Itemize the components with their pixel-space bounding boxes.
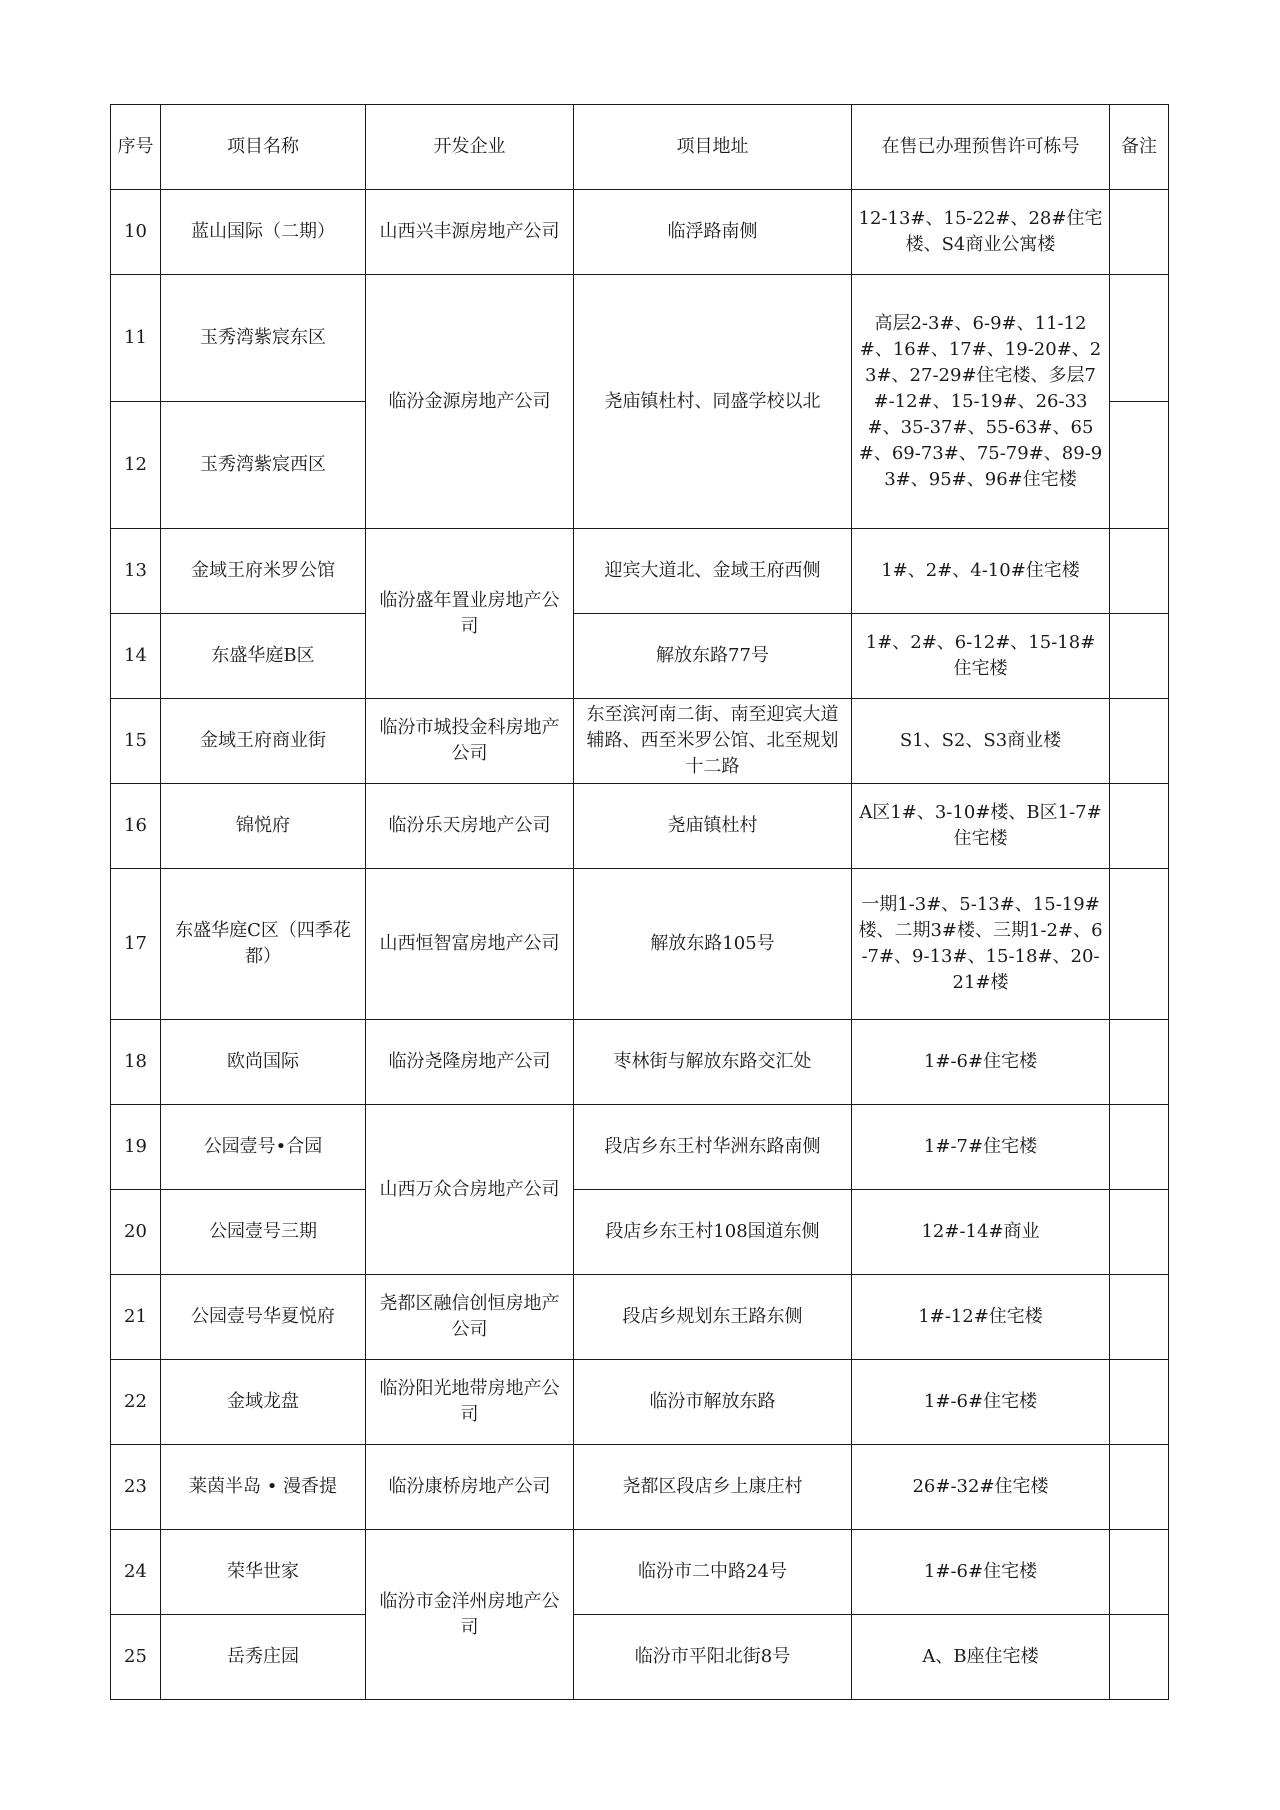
row-remark (1110, 1275, 1169, 1360)
row-remark (1110, 402, 1169, 529)
table-row (111, 1020, 1169, 1105)
table-row (111, 699, 1169, 784)
row-remark (1110, 1105, 1169, 1190)
row-no: 18 (111, 1020, 161, 1105)
table-header-row (111, 105, 1169, 190)
row-address: 临汾市平阳北街8号 (574, 1615, 852, 1700)
row-remark (1110, 1360, 1169, 1445)
row-project-name: 锦悦府 (161, 784, 366, 869)
row-address: 临浮路南侧 (574, 190, 852, 275)
row-buildings: A区1#、3-10#楼、B区1-7#住宅楼 (852, 784, 1110, 869)
row-project-name: 公园壹号•合园 (161, 1105, 366, 1190)
row-no: 11 (111, 275, 161, 402)
header-developer: 开发企业 (366, 105, 574, 190)
table-row (111, 529, 1169, 614)
row-buildings: 一期1-3#、5-13#、15-19#楼、二期3#楼、三期1-2#、6-7#、9-13#、15-18#、20-21#楼 (852, 869, 1110, 1020)
row-project-name: 金域王府米罗公馆 (161, 529, 366, 614)
row-project-name: 金域龙盘 (161, 1360, 366, 1445)
row-developer: 临汾盛年置业房地产公司 (366, 529, 574, 699)
table-row (111, 784, 1169, 869)
row-remark (1110, 784, 1169, 869)
row-buildings: 1#-6#住宅楼 (852, 1360, 1110, 1445)
header-remark: 备注 (1110, 105, 1169, 190)
header-buildings: 在售已办理预售许可栋号 (852, 105, 1110, 190)
row-buildings: A、B座住宅楼 (852, 1615, 1110, 1700)
presale-permit-table (110, 104, 1169, 1700)
row-no: 15 (111, 699, 161, 784)
row-remark (1110, 275, 1169, 402)
row-address: 临汾市解放东路 (574, 1360, 852, 1445)
row-project-name: 岳秀庄园 (161, 1615, 366, 1700)
row-project-name: 玉秀湾紫宸东区 (161, 275, 366, 402)
row-address: 尧庙镇杜村 (574, 784, 852, 869)
row-buildings: 1#、2#、4-10#住宅楼 (852, 529, 1110, 614)
row-remark (1110, 869, 1169, 1020)
row-address: 尧都区段店乡上康庄村 (574, 1445, 852, 1530)
row-address: 枣林街与解放东路交汇处 (574, 1020, 852, 1105)
row-buildings: 12-13#、15-22#、28#住宅楼、S4商业公寓楼 (852, 190, 1110, 275)
row-remark (1110, 1020, 1169, 1105)
row-no: 16 (111, 784, 161, 869)
row-project-name: 金域王府商业街 (161, 699, 366, 784)
row-remark (1110, 1615, 1169, 1700)
row-address: 段店乡规划东王路东侧 (574, 1275, 852, 1360)
header-address: 项目地址 (574, 105, 852, 190)
row-address: 段店乡东王村108国道东侧 (574, 1190, 852, 1275)
row-address: 段店乡东王村华洲东路南侧 (574, 1105, 852, 1190)
row-developer: 临汾市城投金科房地产公司 (366, 699, 574, 784)
table-row (111, 1615, 1169, 1700)
row-developer: 临汾康桥房地产公司 (366, 1445, 574, 1530)
row-developer: 尧都区融信创恒房地产公司 (366, 1275, 574, 1360)
row-no: 22 (111, 1360, 161, 1445)
table-row (111, 1530, 1169, 1615)
row-project-name: 东盛华庭B区 (161, 614, 366, 699)
row-project-name: 玉秀湾紫宸西区 (161, 402, 366, 529)
row-no: 23 (111, 1445, 161, 1530)
row-remark (1110, 1530, 1169, 1615)
row-buildings: 1#-6#住宅楼 (852, 1530, 1110, 1615)
row-address: 临汾市二中路24号 (574, 1530, 852, 1615)
row-buildings: 1#-6#住宅楼 (852, 1020, 1110, 1105)
table-row (111, 614, 1169, 699)
table-row (111, 1190, 1169, 1275)
row-developer: 山西兴丰源房地产公司 (366, 190, 574, 275)
table-row (111, 1360, 1169, 1445)
row-no: 17 (111, 869, 161, 1020)
row-address: 尧庙镇杜村、同盛学校以北 (574, 275, 852, 529)
table-row (111, 275, 1169, 402)
row-project-name: 东盛华庭C区（四季花都） (161, 869, 366, 1020)
row-buildings: 1#-7#住宅楼 (852, 1105, 1110, 1190)
row-buildings: 12#-14#商业 (852, 1190, 1110, 1275)
row-project-name: 莱茵半岛 • 漫香提 (161, 1445, 366, 1530)
row-remark (1110, 1445, 1169, 1530)
row-project-name: 蓝山国际（二期） (161, 190, 366, 275)
row-remark (1110, 529, 1169, 614)
row-remark (1110, 1190, 1169, 1275)
row-developer: 临汾金源房地产公司 (366, 275, 574, 529)
row-developer: 山西恒智富房地产公司 (366, 869, 574, 1020)
row-developer: 临汾乐天房地产公司 (366, 784, 574, 869)
row-no: 21 (111, 1275, 161, 1360)
table-row (111, 1105, 1169, 1190)
row-remark (1110, 699, 1169, 784)
header-project-name: 项目名称 (161, 105, 366, 190)
row-no: 25 (111, 1615, 161, 1700)
row-buildings: 高层2-3#、6-9#、11-12#、16#、17#、19-20#、23#、27-29#住宅楼、多层7#-12#、15-19#、26-33#、35-37#、55-63#、65#、69-73#、75-79#、89-93#、95#、96#住宅楼 (852, 275, 1110, 529)
row-remark (1110, 190, 1169, 275)
table-row (111, 190, 1169, 275)
row-no: 19 (111, 1105, 161, 1190)
row-project-name: 公园壹号华夏悦府 (161, 1275, 366, 1360)
header-no: 序号 (111, 105, 161, 190)
row-developer: 临汾阳光地带房地产公司 (366, 1360, 574, 1445)
row-no: 10 (111, 190, 161, 275)
row-address: 解放东路77号 (574, 614, 852, 699)
row-buildings: 1#、2#、6-12#、15-18#住宅楼 (852, 614, 1110, 699)
table-row (111, 869, 1169, 1020)
row-no: 14 (111, 614, 161, 699)
row-remark (1110, 614, 1169, 699)
row-buildings: 1#-12#住宅楼 (852, 1275, 1110, 1360)
row-address: 迎宾大道北、金域王府西侧 (574, 529, 852, 614)
row-no: 24 (111, 1530, 161, 1615)
row-buildings: S1、S2、S3商业楼 (852, 699, 1110, 784)
row-buildings: 26#-32#住宅楼 (852, 1445, 1110, 1530)
row-no: 13 (111, 529, 161, 614)
row-no: 12 (111, 402, 161, 529)
row-address: 东至滨河南二街、南至迎宾大道辅路、西至米罗公馆、北至规划十二路 (574, 699, 852, 784)
table-row (111, 1445, 1169, 1530)
row-address: 解放东路105号 (574, 869, 852, 1020)
row-no: 20 (111, 1190, 161, 1275)
row-project-name: 公园壹号三期 (161, 1190, 366, 1275)
row-developer: 山西万众合房地产公司 (366, 1105, 574, 1275)
row-project-name: 荣华世家 (161, 1530, 366, 1615)
row-developer: 临汾尧隆房地产公司 (366, 1020, 574, 1105)
row-project-name: 欧尚国际 (161, 1020, 366, 1105)
table-row (111, 1275, 1169, 1360)
row-developer: 临汾市金洋州房地产公司 (366, 1530, 574, 1700)
